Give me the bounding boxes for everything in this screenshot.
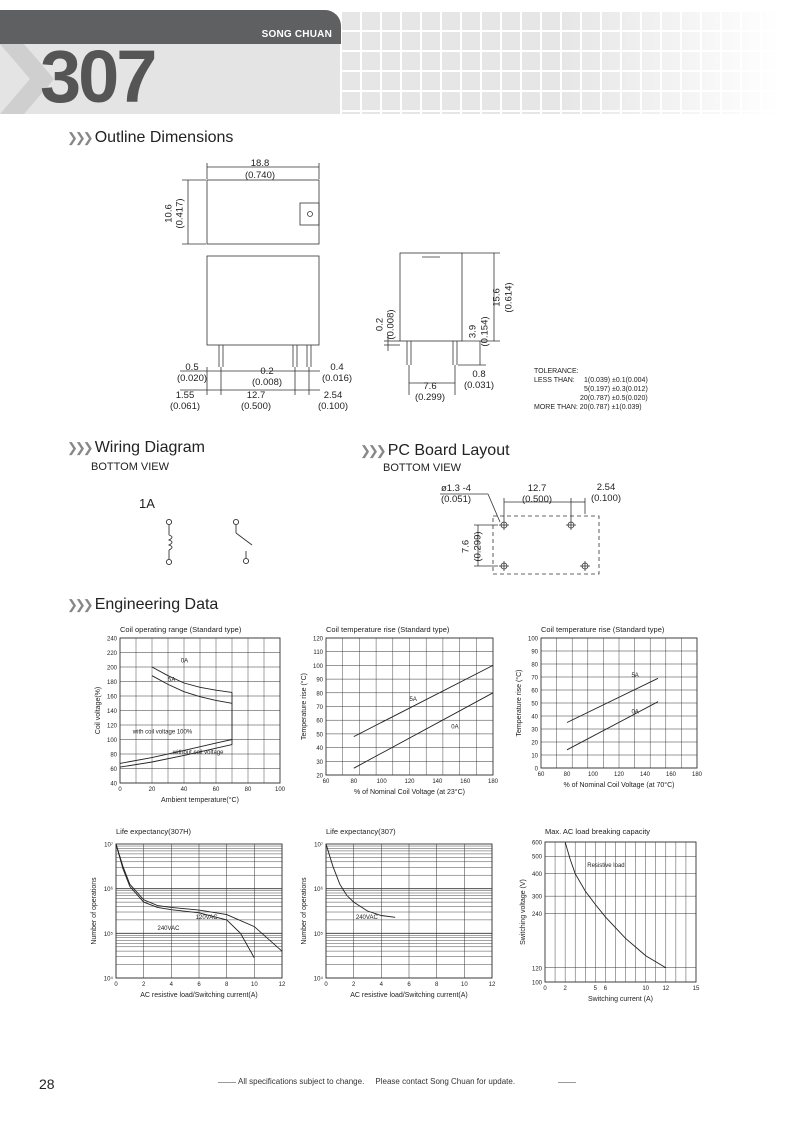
y-tick-label: 600 (531, 840, 542, 847)
y-tick-label: 60 (316, 718, 323, 725)
y-tick-label: 10⁴ (103, 976, 113, 983)
x-tick-label: 0 (543, 986, 547, 992)
y-tick-label: 30 (531, 727, 538, 734)
pcb-holes (499, 520, 590, 571)
y-tick-label: 70 (531, 675, 538, 682)
x-tick-label: 180 (487, 779, 499, 785)
y-tick-label: 10⁴ (313, 976, 323, 983)
y-tick-label: 70 (316, 705, 323, 711)
chart-annotation: 0A (180, 658, 189, 665)
x-tick-label: 10 (250, 982, 258, 988)
y-tick-label: 10⁵ (103, 931, 113, 938)
x-tick-label: 80 (244, 787, 252, 793)
x-tick-label: 140 (432, 779, 443, 785)
chart-annotation: 5A (631, 673, 639, 679)
x-tick-label: 20 (148, 787, 156, 793)
tolerance-row1: 1(0.039) ±0.1(0.004) (584, 377, 648, 384)
x-tick-label: 10 (460, 982, 468, 988)
pcb-pitch-in: (0.500) (521, 494, 553, 505)
y-tick-label: 240 (531, 912, 542, 919)
footer-note: All specifications subject to change. Please contact Song Chuan for update. (238, 1077, 516, 1086)
chart-annotation: 5A (409, 697, 417, 704)
y-tick-label: 300 (531, 894, 542, 901)
x-tick-label: 120 (613, 772, 625, 778)
y-tick-label: 10⁷ (314, 842, 323, 849)
section-outline-label: Outline Dimensions (94, 129, 234, 146)
dim-pin-len-in: (0.154) (479, 316, 491, 347)
tolerance-more: MORE THAN: 20(0.787) ±1(0.039) (534, 404, 642, 411)
dim-height-in: (0.614) (503, 282, 515, 313)
x-tick-label: 160 (665, 772, 677, 778)
x-tick-label: 10 (642, 986, 650, 992)
x-tick-label: 5 (593, 986, 598, 992)
y-tick-label: 160 (106, 694, 117, 701)
footer-rule-left (218, 1082, 236, 1083)
side-view-body (400, 253, 462, 341)
wiring-config-label: 1A (139, 496, 155, 511)
y-tick-label: 10⁵ (313, 931, 323, 938)
series-line-5a (152, 676, 232, 704)
x-tick-label: 15 (692, 986, 700, 992)
tolerance-row2: 5(0.197) ±0.3(0.012) (584, 386, 648, 393)
tolerance-title: TOLERANCE: (534, 368, 579, 375)
section-wiring-label: Wiring Diagram (94, 439, 205, 456)
section-wiring-title (67, 439, 205, 457)
chart-content (301, 827, 496, 999)
x-tick-label: 0 (324, 982, 328, 988)
y-tick-label: 180 (106, 680, 117, 686)
section-pcb-label: PC Board Layout (387, 442, 510, 459)
section-engineering-label: Engineering Data (94, 596, 219, 613)
tolerance-row3: 20(0.787) ±0.5(0.020) (580, 395, 648, 402)
y-axis-label: Number of operations (301, 877, 308, 945)
chart-coil-temp-rise-23 (296, 620, 502, 810)
series-line-0a (567, 702, 658, 750)
section-outline-title (67, 129, 233, 147)
x-tick-label: 0 (114, 982, 118, 988)
y-tick-label: 20 (531, 740, 538, 747)
chevrons-icon: ❯❯❯ (67, 440, 91, 455)
top-view-tab (300, 203, 319, 225)
y-tick-label: 0 (534, 766, 538, 773)
chart-annotation: 5A (168, 677, 176, 684)
x-axis-label: Ambient temperature(°C) (161, 797, 239, 804)
series-line-240vac (116, 844, 254, 958)
dim-height-mm: 15.6 (491, 288, 503, 307)
x-tick-label: 100 (376, 779, 387, 785)
dim-depth-mm: 10.6 (163, 204, 175, 223)
y-axis-label: Temperature rise (°C) (301, 673, 308, 740)
dim-pitch-mm: 12.7 (246, 390, 266, 401)
pcb-hole-mm: ø1.3 -4 (440, 483, 472, 494)
y-tick-label: 120 (312, 636, 323, 643)
y-tick-label: 220 (106, 651, 117, 657)
x-tick-label: 8 (224, 982, 229, 988)
dim-pin-w1-in: (0.020) (176, 373, 208, 384)
dim-pin-w3-in: (0.016) (321, 373, 353, 384)
y-axis-label: Coil voltage(%) (95, 686, 102, 735)
y-tick-label: 10⁶ (313, 887, 323, 894)
x-tick-label: 2 (351, 982, 356, 988)
x-tick-label: 4 (169, 982, 174, 988)
x-tick-label: 80 (350, 779, 358, 785)
dim-pin-len-mm: 3.9 (467, 324, 479, 339)
dim-depth-in: (0.417) (174, 198, 186, 229)
y-tick-label: 50 (316, 732, 323, 739)
y-tick-label: 60 (110, 767, 117, 773)
x-tick-label: 140 (639, 772, 651, 778)
x-tick-label: 4 (379, 982, 384, 988)
top-view-mark (308, 212, 313, 217)
dim-pin-w2-mm: 0.2 (260, 366, 274, 377)
y-tick-label: 20 (316, 773, 323, 780)
series-line-5a (354, 665, 493, 736)
chart-annotation: Resistive load (587, 863, 625, 870)
x-tick-label: 60 (537, 772, 545, 778)
chart-annotation: 120VAC (195, 915, 218, 922)
wiring-view-label: BOTTOM VIEW (91, 461, 170, 473)
y-tick-label: 10 (531, 753, 538, 760)
footer-rule-right (558, 1082, 576, 1083)
chevrons-icon: ❯❯❯ (67, 597, 91, 612)
tolerance-less-row (534, 376, 648, 385)
y-tick-label: 100 (312, 663, 323, 670)
wiring-diagram (155, 515, 265, 570)
chart-title: Coil temperature rise (Standard type) (326, 625, 450, 634)
y-tick-label: 80 (110, 752, 117, 759)
dim-edge-in: (0.061) (169, 401, 201, 412)
y-tick-label: 40 (316, 746, 323, 753)
dim-side-pin-mm: 0.8 (472, 369, 486, 380)
dim-side-w-in: (0.299) (414, 392, 446, 403)
x-axis-label: AC resistive load/Switching current(A) (350, 992, 468, 999)
y-tick-label: 200 (106, 665, 117, 672)
chart-content (300, 625, 499, 796)
y-tick-label: 10⁷ (104, 842, 113, 849)
x-tick-label: 2 (563, 986, 567, 992)
y-tick-label: 90 (531, 649, 538, 656)
dim-pin-w3-mm: 0.4 (330, 362, 344, 373)
pcb-view-label: BOTTOM VIEW (383, 462, 462, 474)
y-axis-label: Switching voltage (V) (520, 879, 527, 945)
x-tick-label: 12 (662, 986, 670, 992)
x-tick-label: 120 (404, 779, 415, 785)
x-tick-label: 6 (603, 986, 608, 992)
brand-name: SONG CHUAN (261, 29, 332, 40)
x-tick-label: 180 (691, 772, 703, 778)
y-tick-label: 50 (531, 701, 538, 708)
coil-icon (169, 535, 172, 550)
x-axis-label: % of Nominal Coil Voltage (at 70°C) (563, 782, 675, 789)
x-tick-label: 2 (141, 982, 146, 988)
x-axis-label: Switching current (A) (588, 996, 653, 1003)
dim-pin-w1-mm: 0.5 (185, 362, 199, 373)
switch-contact-icon (236, 533, 252, 545)
y-tick-label: 30 (316, 759, 323, 766)
top-view-body (207, 180, 319, 244)
x-axis-label: % of Nominal Coil Voltage (at 23°C) (354, 789, 465, 796)
pcb-pitch2-mm: 2.54 (596, 482, 616, 493)
section-engineering-title (67, 596, 218, 614)
pcb-pitch2-in: (0.100) (590, 493, 622, 504)
x-tick-label: 0 (118, 787, 122, 793)
chart-coil-operating-range (84, 620, 290, 810)
y-tick-label: 40 (110, 781, 117, 788)
dim-width-mm: 18.8 (250, 158, 270, 169)
chart-title: Coil operating range (Standard type) (120, 625, 242, 634)
dim-side-pin-in: (0.031) (463, 380, 495, 391)
y-tick-label: 100 (531, 980, 542, 987)
dim-edge-mm: 1.55 (175, 390, 195, 401)
dim-pitch-in: (0.500) (240, 401, 272, 412)
chart-annotation: 240VAC (157, 925, 180, 932)
y-tick-label: 80 (531, 662, 538, 669)
chart-annotation: with coil voltage 100% (132, 729, 193, 736)
y-tick-label: 100 (106, 738, 117, 744)
x-tick-label: 40 (180, 787, 188, 793)
chart-content (95, 625, 286, 804)
chart-coil-temp-rise-70 (510, 620, 706, 810)
x-tick-label: 80 (563, 772, 571, 778)
x-tick-label: 12 (488, 982, 496, 988)
x-tick-label: 100 (587, 772, 599, 778)
page-number: 28 (39, 1076, 55, 1092)
y-tick-label: 140 (106, 709, 117, 715)
y-tick-label: 120 (106, 723, 117, 730)
chevrons-icon: ❯❯❯ (360, 443, 384, 458)
chart-annotation: 240VAC (355, 915, 378, 922)
chart-annotation: 0A (631, 709, 639, 716)
chart-title: Life expectancy(307) (326, 827, 396, 836)
header-fade (560, 10, 780, 114)
y-tick-label: 40 (531, 714, 538, 721)
x-tick-label: 160 (460, 779, 471, 785)
dim-side-w-mm: 7.6 (423, 381, 437, 392)
dim-width-in: (0.740) (244, 170, 276, 181)
chart-annotation: without coil voltage (172, 750, 224, 756)
chart-life-expectancy-307 (296, 822, 502, 1012)
dim-pitch2-mm: 2.54 (323, 390, 343, 401)
x-tick-label: 12 (278, 982, 286, 988)
x-tick-label: 60 (322, 779, 330, 785)
y-tick-label: 100 (527, 636, 538, 643)
x-tick-label: 6 (197, 982, 201, 988)
y-tick-label: 500 (531, 854, 542, 861)
dim-standoff-mm: 0.2 (374, 317, 386, 332)
chart-content (520, 827, 700, 1003)
model-number: 307 (40, 35, 155, 118)
y-tick-label: 10⁶ (103, 887, 113, 894)
series-line-0a (354, 693, 493, 768)
front-view-body (207, 256, 319, 345)
chart-life-expectancy-307h (86, 822, 292, 1012)
y-axis-label: Temperature rise (°C) (516, 669, 523, 737)
chart-title: Coil temperature rise (Standard type) (541, 625, 665, 634)
chart-content (515, 625, 703, 789)
dim-standoff-in: (0.008) (385, 309, 397, 340)
pcb-row-in: (0.299) (472, 531, 484, 562)
section-pcb-title (360, 442, 510, 460)
chart-content (91, 827, 286, 999)
chevrons-icon: ❯❯❯ (67, 130, 91, 145)
chart-max-ac-breaking-capacity (510, 822, 706, 1012)
tolerance-less-label: LESS THAN: (534, 377, 575, 384)
pcb-hole-in: (0.051) (440, 494, 472, 505)
chart-annotation: 0A (451, 724, 459, 731)
chart-title: Life expectancy(307H) (116, 827, 192, 836)
x-tick-label: 60 (212, 787, 220, 793)
x-axis-label: AC resistive load/Switching current(A) (140, 992, 258, 999)
chart-title: Max. AC load breaking capacity (545, 827, 651, 836)
y-tick-label: 120 (531, 966, 542, 973)
dim-pin-w2-in: (0.008) (251, 377, 283, 388)
x-tick-label: 6 (407, 982, 411, 988)
y-tick-label: 240 (106, 636, 117, 643)
y-tick-label: 90 (316, 677, 323, 684)
y-tick-label: 60 (531, 688, 538, 695)
y-tick-label: 110 (313, 650, 323, 657)
y-tick-label: 400 (531, 872, 542, 879)
dim-pitch2-in: (0.100) (317, 401, 349, 412)
pcb-row-mm: 7.6 (460, 539, 472, 554)
x-tick-label: 100 (274, 787, 286, 793)
pcb-pitch-mm: 12.7 (527, 483, 547, 494)
series-line-0a (152, 667, 232, 692)
y-tick-label: 80 (316, 691, 323, 698)
y-axis-label: Number of operations (91, 877, 98, 945)
x-tick-label: 8 (434, 982, 439, 988)
tolerance-block (534, 367, 648, 412)
